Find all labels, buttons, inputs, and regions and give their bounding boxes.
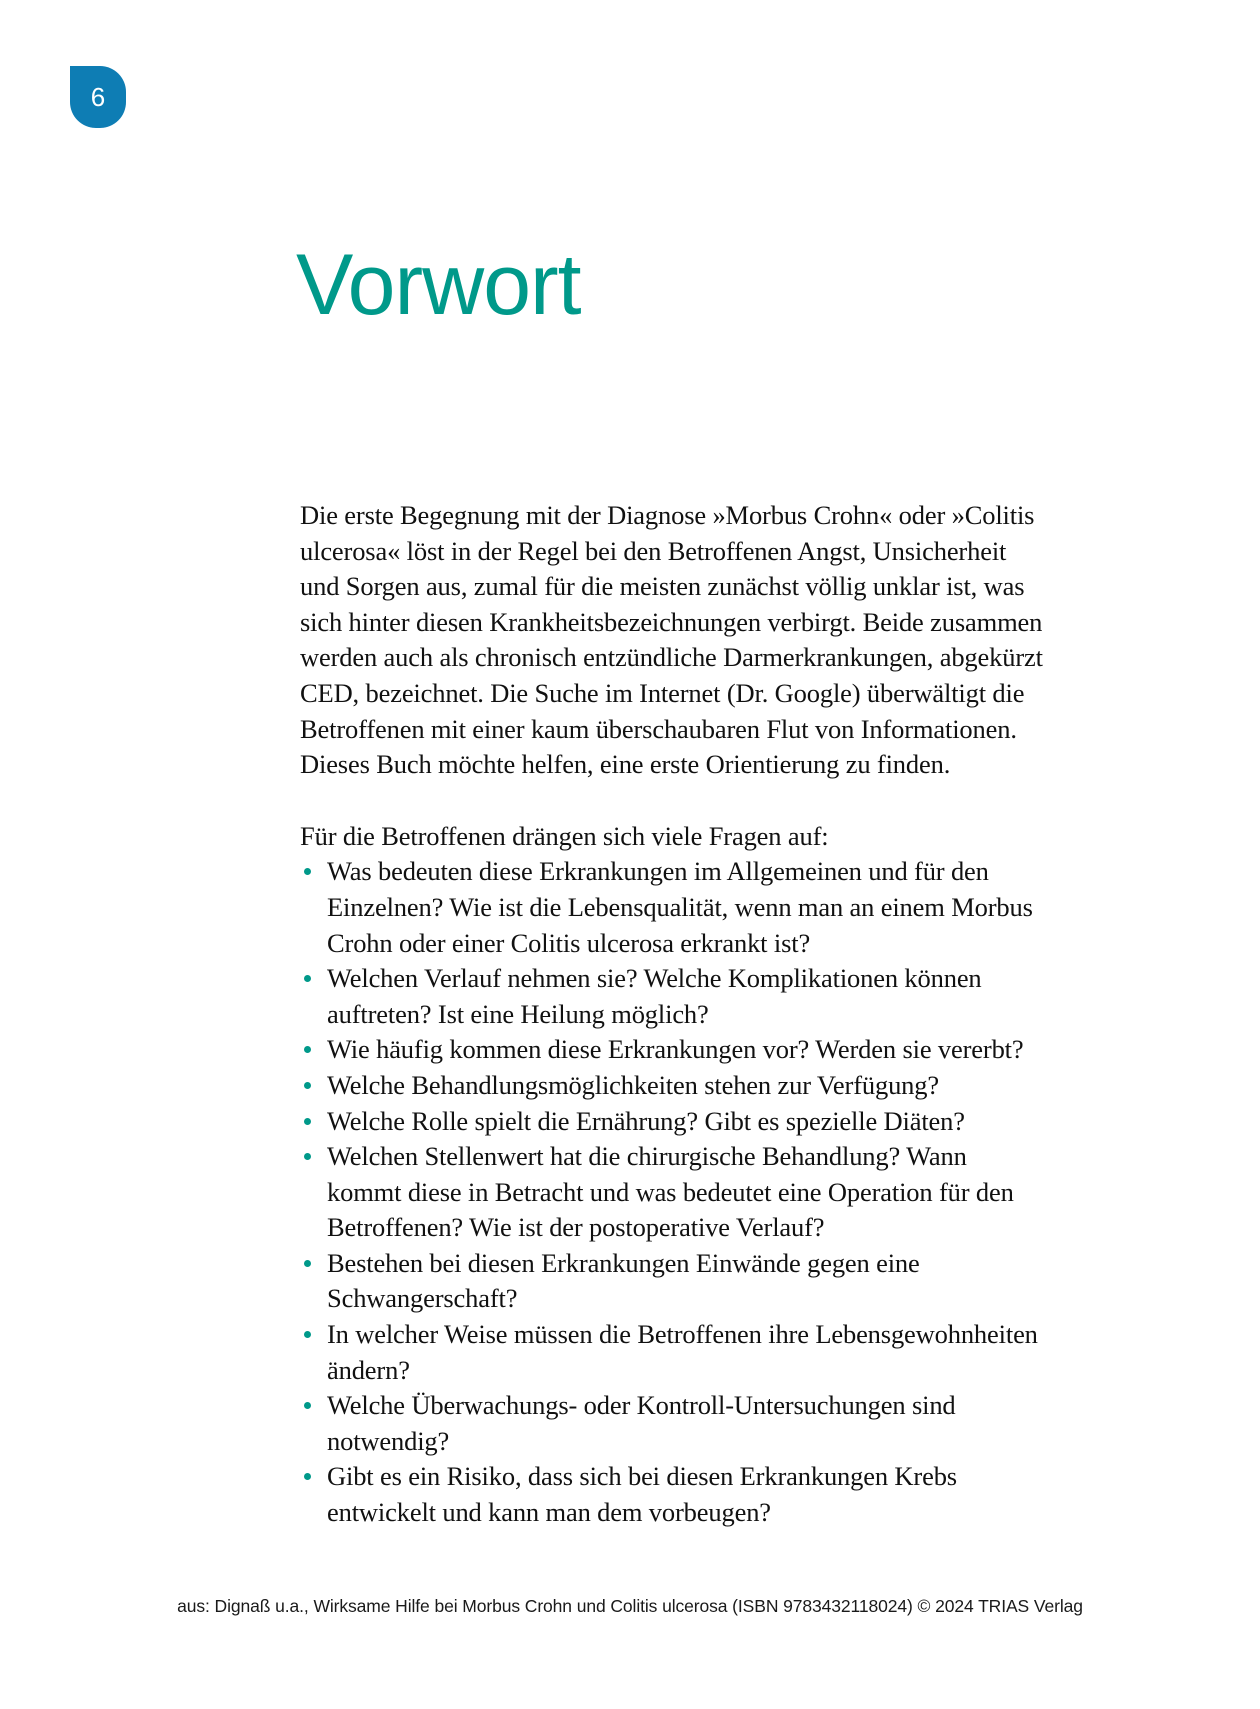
intro-paragraph: Die erste Begegnung mit der Diagnose »Morbus Crohn« oder »Colitis ulcerosa« löst in der Regel bei den Betroffenen Angst, Unsicherheit und Sorgen aus, zumal für die meisten zunächst völlig unklar ist, was sich hinter diesen Krankheitsbezeichnungen verbirgt. Beide zusammen werden auch als chronisch entzündliche Darmerkrankungen, abgekürzt CED, bezeichnet. Die Suche im Internet (Dr. Google) überwältigt die Betroffenen mit einer kaum überschaubaren Flut von Informationen. Dieses Buch möchte helfen, eine erste Orientierung zu finden. xyxy=(300,500,1043,780)
list-item-label: In welcher Weise müssen die Betroffenen ihre Lebensgewohnheiten ändern? xyxy=(327,1319,1038,1385)
list-item-label: Was bedeuten diese Erkrankungen im Allgemeinen und für den Einzelnen? Wie ist die Lebensqualität, wenn man an einem Morbus Crohn oder einer Colitis ulcerosa erkrankt ist? xyxy=(327,856,1033,958)
question-list xyxy=(300,854,1046,1530)
bullet-icon xyxy=(304,1082,311,1089)
bullet-icon xyxy=(304,868,311,875)
bullet-icon xyxy=(304,1046,311,1053)
list-item xyxy=(300,1246,1046,1317)
list-item xyxy=(300,1104,1046,1140)
list-item xyxy=(300,854,1046,961)
page-title: Vorwort xyxy=(296,236,581,333)
page-footer: aus: Dignaß u.a., Wirksame Hilfe bei Morbus Crohn und Colitis ulcerosa (ISBN 9783432118024) © 2024 TRIAS Verlag xyxy=(177,1596,1083,1616)
bullet-icon xyxy=(304,1331,311,1338)
bullet-icon xyxy=(304,1118,311,1125)
list-item xyxy=(300,1139,1046,1246)
list-item-label: Bestehen bei diesen Erkrankungen Einwände gegen eine Schwangerschaft? xyxy=(327,1247,920,1314)
bullet-icon xyxy=(304,1473,311,1480)
list-item-label: Welchen Verlauf nehmen sie? Welche Komplikationen können auftreten? Ist eine Heilung möglich? xyxy=(327,963,982,1029)
list-item-label: Welche Behandlungsmöglichkeiten stehen zur Verfügung? xyxy=(327,1069,939,1100)
page-number-badge: 6 xyxy=(70,66,126,128)
list-item xyxy=(300,1388,1046,1459)
list-item xyxy=(300,1459,1046,1530)
list-item-label: Welche Überwachungs- oder Kontroll-Untersuchungen sind notwendig? xyxy=(327,1390,956,1456)
list-item-label: Welche Rolle spielt die Ernährung? Gibt es spezielle Diäten? xyxy=(327,1105,965,1136)
list-item-label: Gibt es ein Risiko, dass sich bei diesen Erkrankungen Krebs entwickelt und kann man dem vorbeugen? xyxy=(327,1461,957,1528)
list-item xyxy=(300,1317,1046,1388)
question-list-intro: Für die Betroffenen drängen sich viele Fragen auf: xyxy=(300,820,829,851)
list-item xyxy=(300,1068,1046,1104)
bullet-icon xyxy=(304,975,311,982)
list-item xyxy=(300,961,1046,1032)
bullet-icon xyxy=(304,1402,311,1409)
list-item-label: Wie häufig kommen diese Erkrankungen vor? Werden sie vererbt? xyxy=(327,1034,1024,1065)
bullet-icon xyxy=(304,1153,311,1160)
body-content xyxy=(300,498,1046,1531)
bullet-icon xyxy=(304,1260,311,1267)
list-item xyxy=(300,1032,1046,1068)
list-item-label: Welchen Stellenwert hat die chirurgische Behandlung? Wann kommt diese in Betracht und was bedeutet eine Operation für den Betroffenen? Wie ist der postoperative Verlauf? xyxy=(327,1141,1014,1243)
